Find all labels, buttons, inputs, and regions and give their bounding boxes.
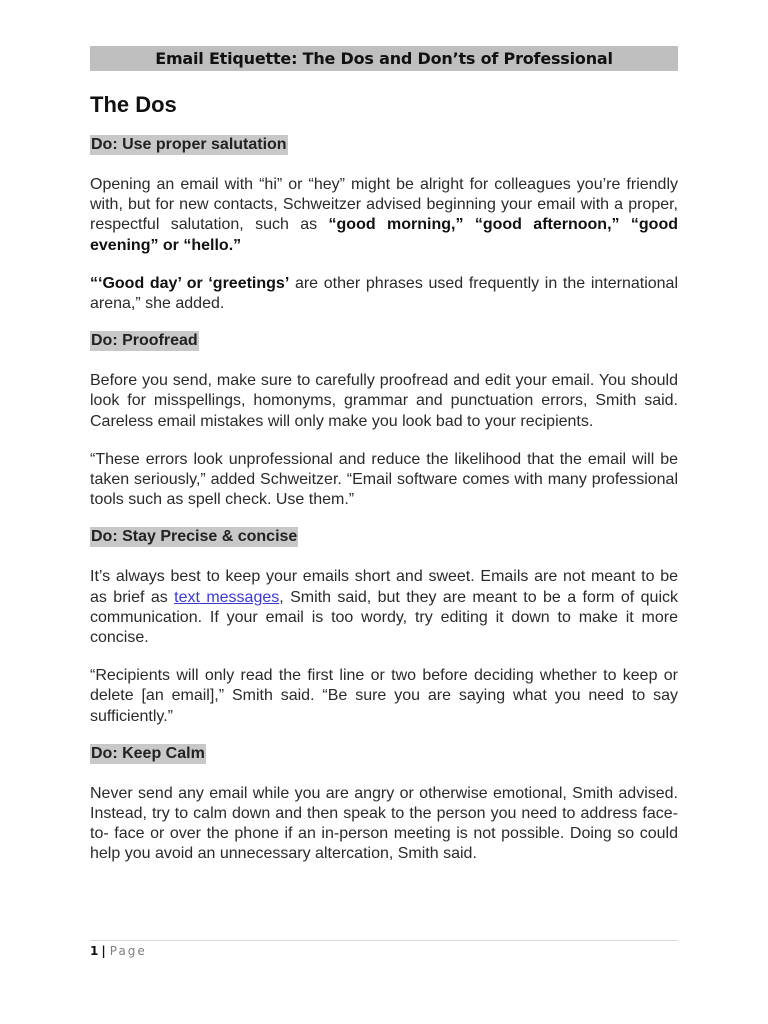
section-heading-dos: The Dos	[90, 92, 177, 117]
paragraph-concise-2: “Recipients will only read the first line or two before deciding whether to keep or delete [an email],” Smith said. “Be sure you are saying what you need to say sufficiently.”	[90, 667, 678, 725]
subheading-proofread: Do: Proofread	[91, 332, 198, 350]
text-messages-link[interactable]: text messages	[174, 588, 280, 606]
bold-greetings-text: “good morning,” “good afternoon,” “good evening” or “hello.”	[90, 216, 678, 254]
page-separator: |	[101, 944, 106, 958]
subheading-salutation: Do: Use proper salutation	[91, 136, 287, 153]
paragraph-proofread-1: Before you send, make sure to carefully proofread and edit your email. You should look for misspellings, homonyms, grammar and punctuation errors, Smith said. Careless email mistakes will only make you look bad to your recipients.	[90, 372, 678, 430]
paragraph-concise-1	[90, 567, 678, 648]
bold-good-day-text: “‘Good day’ or ‘greetings’	[90, 274, 290, 292]
subheading-wrap-salutation	[90, 135, 678, 157]
paragraph-salutation-1	[90, 175, 678, 256]
subheading-wrap-concise	[90, 527, 678, 549]
document-title: Email Etiquette: The Dos and Don’ts of Professional	[90, 46, 678, 71]
page-label: Page	[109, 944, 147, 958]
paragraph-text: are other phrases used frequently in the international arena,” she added.	[90, 274, 679, 313]
subheading-concise: Do: Stay Precise & concise	[91, 528, 298, 546]
paragraph-text: Opening an email with “hi” or “hey” might be alright for colleagues you’re friendly with, but for new contacts, Schweitzer advised beginning your email with a proper, respectful salutation, such as	[90, 176, 678, 234]
page-footer	[90, 940, 678, 958]
page-number: 1	[90, 944, 99, 958]
paragraph-proofread-2: “These errors look unprofessional and reduce the likelihood that the email will be taken seriously,” added Schweitzer. “Email software comes with many professional tools such as spell check. Use them.”	[90, 450, 678, 509]
paragraph-text: It’s always best to keep your emails short and sweet. Emails are not meant to be as brief as	[90, 568, 678, 606]
subheading-wrap-proofread	[90, 331, 678, 353]
paragraph-calm-1: Never send any email while you are angry or otherwise emotional, Smith advised. Instead, try to calm down and then speak to the person you need to address face-to- face or over the phone if an in-person meeting is not possible. Doing so could help you avoid an unnecessary altercation, Smith said.	[90, 784, 678, 863]
paragraph-salutation-2	[90, 274, 678, 314]
document-page	[90, 46, 678, 865]
subheading-wrap-calm	[90, 744, 678, 766]
subheading-calm: Do: Keep Calm	[91, 744, 205, 762]
paragraph-text: , Smith said, but they are meant to be a form of quick communication. If your email is too wordy, try editing it down to make it more concise.	[90, 588, 679, 647]
